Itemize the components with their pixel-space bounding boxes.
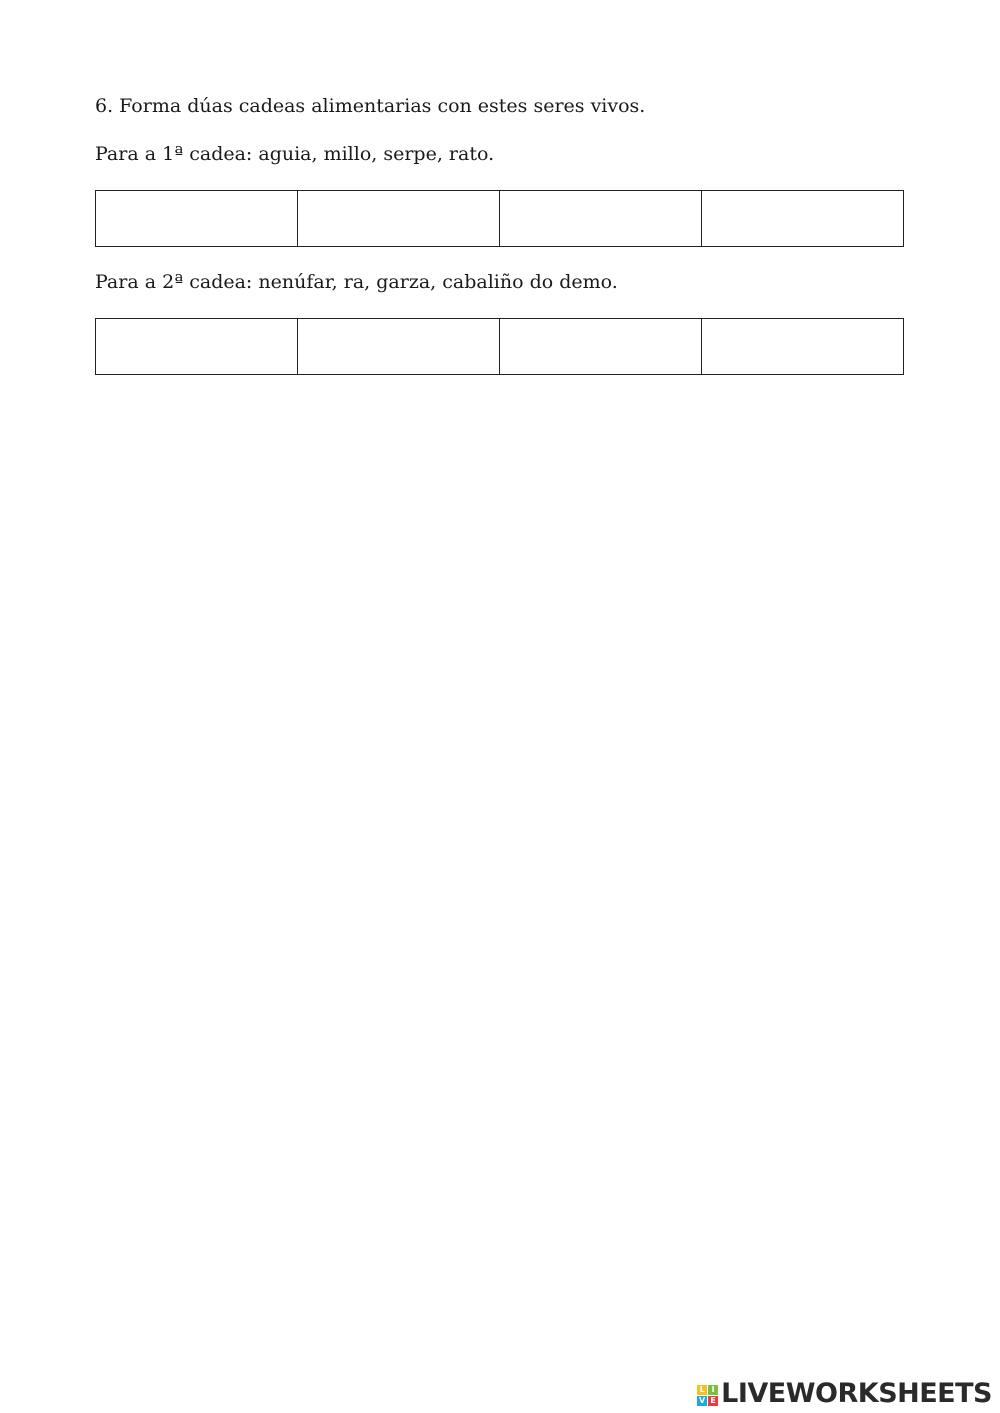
- logo-cell-i: I: [708, 1385, 718, 1395]
- chain-1-box-4: [702, 191, 904, 247]
- logo-cell-v: V: [699, 1395, 706, 1405]
- chain-2-box-4: [702, 319, 904, 375]
- chain-2-row: [96, 319, 904, 375]
- chain-1-input-2[interactable]: [298, 191, 499, 246]
- chain-2-input-2[interactable]: [298, 319, 499, 374]
- chain-2-box-2: [298, 319, 500, 375]
- chain-1-label: Para a 1ª cadea: aguia, millo, serpe, rato.: [95, 143, 495, 165]
- exercise-instruction: 6. Forma dúas cadeas alimentarias con estes seres vivos.: [95, 95, 646, 117]
- liveworksheets-logo: [697, 1379, 992, 1409]
- liveworksheets-logo-icon: [697, 1385, 718, 1406]
- chain-2-input-4[interactable]: [702, 319, 903, 374]
- chain-2-label: Para a 2ª cadea: nenúfar, ra, garza, cabaliño do demo.: [95, 271, 618, 293]
- chain-1-box-2: [298, 191, 500, 247]
- chain-2-input-3[interactable]: [500, 319, 701, 374]
- logo-wordmark: LIVEWORKSHEETS: [721, 1378, 992, 1409]
- logo-cell-l: L: [697, 1385, 707, 1395]
- chain-1-box-1: [96, 191, 298, 247]
- chain-2-box-3: [500, 319, 702, 375]
- chain-2-answer-table: [95, 318, 904, 375]
- chain-1-input-4[interactable]: [702, 191, 903, 246]
- chain-1-answer-table: [95, 190, 904, 247]
- logo-cell-e: E: [708, 1396, 718, 1406]
- chain-2-input-1[interactable]: [96, 319, 297, 374]
- chain-1-input-1[interactable]: [96, 191, 297, 246]
- chain-1-row: [96, 191, 904, 247]
- chain-1-input-3[interactable]: [500, 191, 701, 246]
- chain-1-box-3: [500, 191, 702, 247]
- chain-2-box-1: [96, 319, 298, 375]
